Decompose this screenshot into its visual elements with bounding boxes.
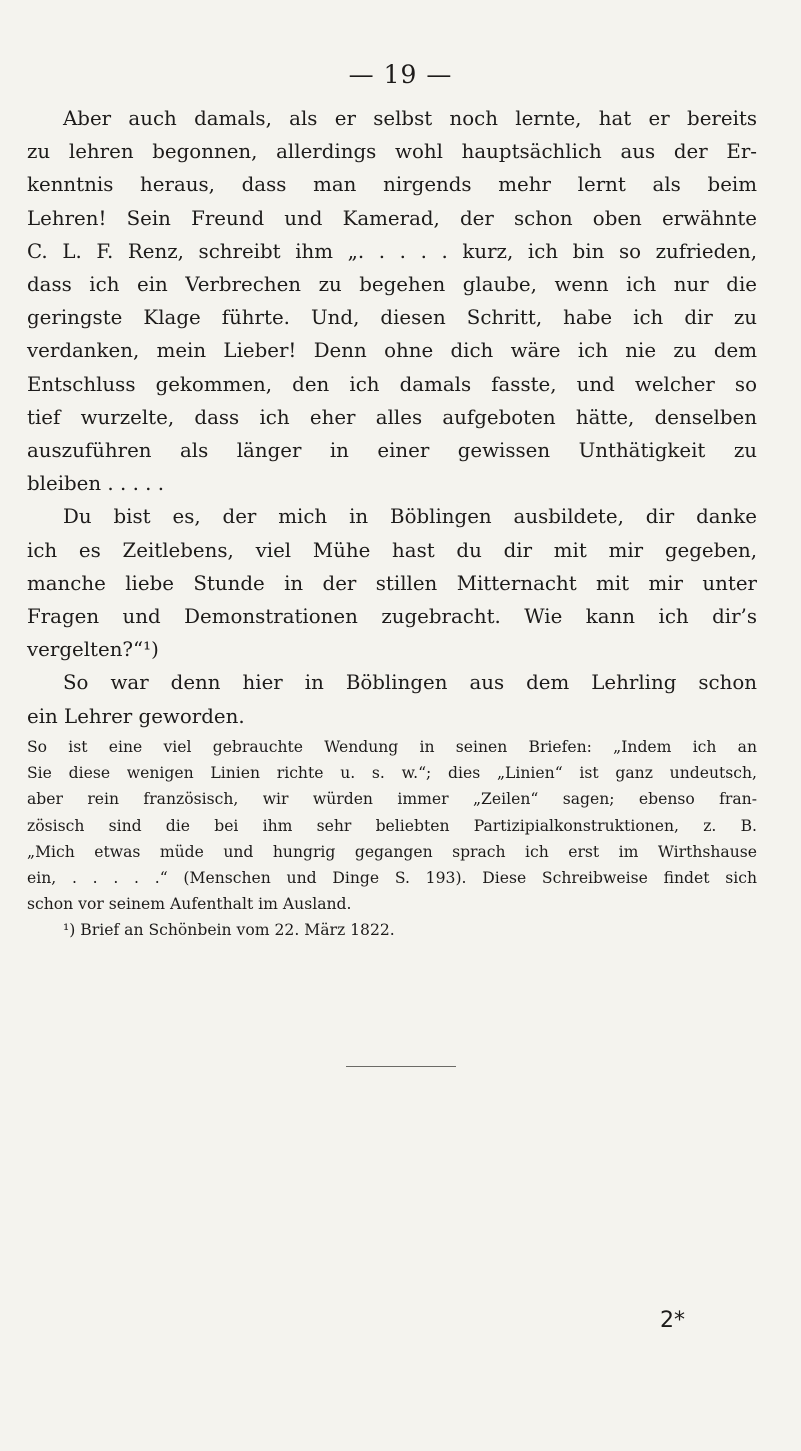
footnote-line: aber rein französisch, wir würden immer „Zeilen“ sagen; ebenso fran-	[27, 790, 757, 809]
text-line: vergelten?“¹)	[27, 638, 159, 662]
footnote-block	[27, 734, 757, 944]
footnote-line: ein, . . . . .“ (Menschen und Dinge S. 193). Diese Schreibweise findet sich	[27, 869, 757, 888]
text-line: Aber auch damals, als er selbst noch lernte, hat er bereits	[63, 107, 757, 130]
main-text-block	[27, 102, 757, 733]
text-line: Lehren! Sein Freund und Kamerad, der schon oben erwähnte	[27, 206, 757, 230]
text-line: dass ich ein Verbrechen zu begehen glaube, wenn ich nur die	[27, 273, 757, 297]
separator-rule	[346, 1066, 456, 1067]
text-line: bleiben . . . . .	[27, 472, 165, 496]
text-line: zu lehren begonnen, allerdings wohl hauptsächlich aus der Er-	[27, 140, 757, 164]
footnote-line: schon vor seinem Aufenthalt im Ausland.	[27, 895, 352, 914]
text-line: ich es Zeitlebens, viel Mühe hast du dir mit mir gegeben,	[27, 538, 757, 562]
footnote-line: Sie diese wenigen Linien richte u. s. w.“; dies „Linien“ ist ganz undeutsch,	[27, 764, 757, 783]
text-line: tief wurzelte, dass ich eher alles aufgeboten hätte, denselben	[27, 405, 757, 429]
footnote-line: „Mich etwas müde und hungrig gegangen sprach ich erst im Wirthshause	[27, 842, 757, 861]
text-line: Du bist es, der mich in Böblingen ausbildete, dir danke	[63, 505, 757, 529]
text-line: geringste Klage führte. Und, diesen Schritt, habe ich dir zu	[27, 306, 757, 330]
footnote-line: So ist eine viel gebrauchte Wendung in seinen Briefen: „Indem ich an	[27, 738, 757, 756]
text-line: Entschluss gekommen, den ich damals fasste, und welcher so	[27, 372, 757, 396]
text-line: verdanken, mein Lieber! Denn ohne dich wäre ich nie zu dem	[27, 339, 757, 363]
footnote-line: zösisch sind die bei ihm sehr beliebten Partizipialkonstruktionen, z. B.	[27, 816, 757, 835]
text-line: ein Lehrer geworden.	[27, 704, 245, 728]
text-line: So war denn hier in Böblingen aus dem Lehrling schon	[63, 671, 757, 695]
text-line: Fragen und Demonstrationen zugebracht. Wie kann ich dir’s	[27, 605, 757, 629]
text-line: auszuführen als länger in einer gewissen Unthätigkeit zu	[27, 439, 757, 463]
footnote-citation: ¹) Brief an Schönbein vom 22. März 1822.	[63, 921, 395, 940]
text-line: manche liebe Stunde in der stillen Mitternacht mit mir unter	[27, 571, 757, 595]
text-line: kenntnis heraus, dass man nirgends mehr lernt als beim	[27, 173, 757, 197]
page-number-header: — 19 —	[348, 60, 453, 89]
signature-mark: 2*	[660, 1308, 685, 1333]
text-line: C. L. F. Renz, schreibt ihm „. . . . . kurz, ich bin so zufrieden,	[27, 239, 757, 263]
